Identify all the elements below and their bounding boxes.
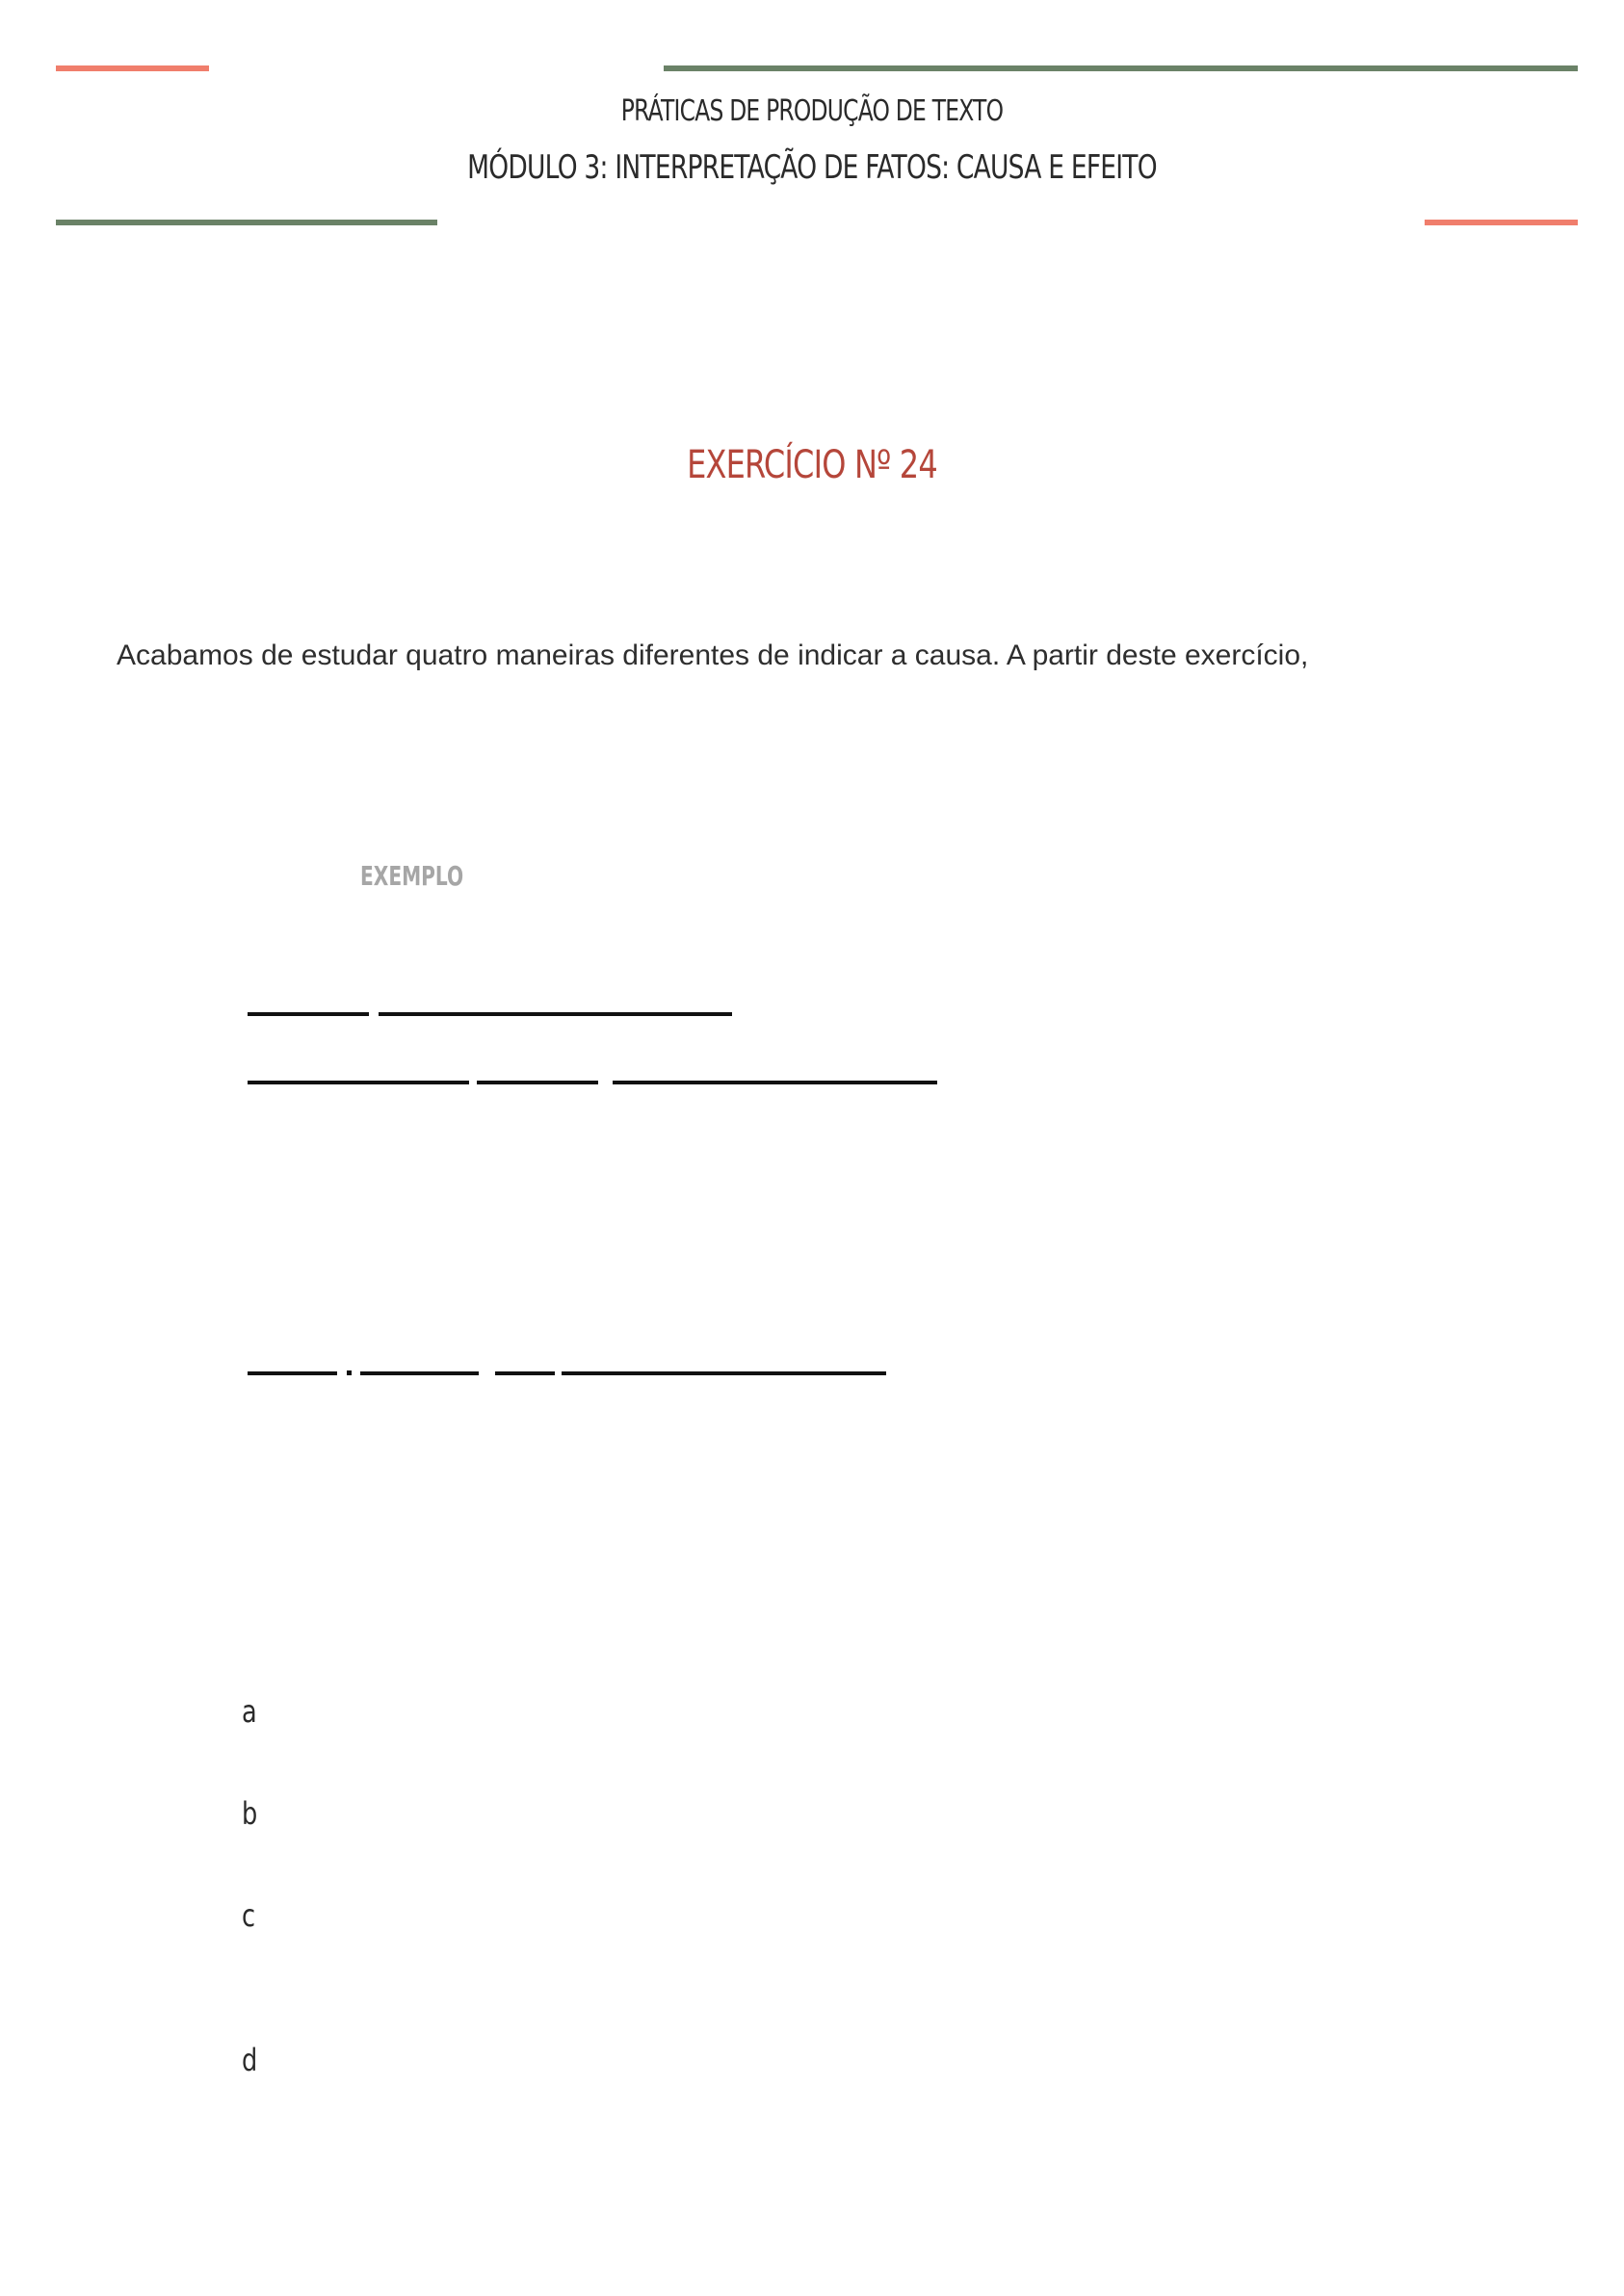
item-letter-d: d [242, 2042, 258, 2078]
answer-blank [495, 1371, 555, 1375]
example-blank [248, 1012, 369, 1016]
item-letter-b: b [242, 1795, 258, 1832]
item-letter-a: a [242, 1693, 257, 1730]
module-title: MÓDULO 3: INTERPRETAÇÃO DE FATOS: CAUSA E EFEITO [467, 148, 1157, 187]
course-title: PRÁTICAS DE PRODUÇÃO DE TEXTO [620, 94, 1004, 128]
example-label: EXEMPLO [360, 860, 464, 892]
example-blank [248, 1081, 469, 1084]
bottom-right-accent-rule [1425, 220, 1578, 225]
example-blank [477, 1081, 598, 1084]
separator-dot [347, 1370, 352, 1375]
answer-blank [562, 1371, 886, 1375]
example-blank [379, 1012, 732, 1016]
answer-blank [360, 1371, 479, 1375]
item-letter-c: c [242, 1897, 256, 1934]
exercise-intro: Acabamos de estudar quatro maneiras diferentes de indicar a causa. A partir deste exercício, [117, 639, 1309, 671]
top-right-accent-rule [664, 65, 1578, 71]
bottom-left-accent-rule [56, 220, 437, 225]
example-blank [613, 1081, 937, 1084]
top-left-accent-rule [56, 65, 209, 71]
exercise-title: EXERCÍCIO Nº 24 [687, 443, 937, 487]
answer-blank [248, 1371, 337, 1375]
